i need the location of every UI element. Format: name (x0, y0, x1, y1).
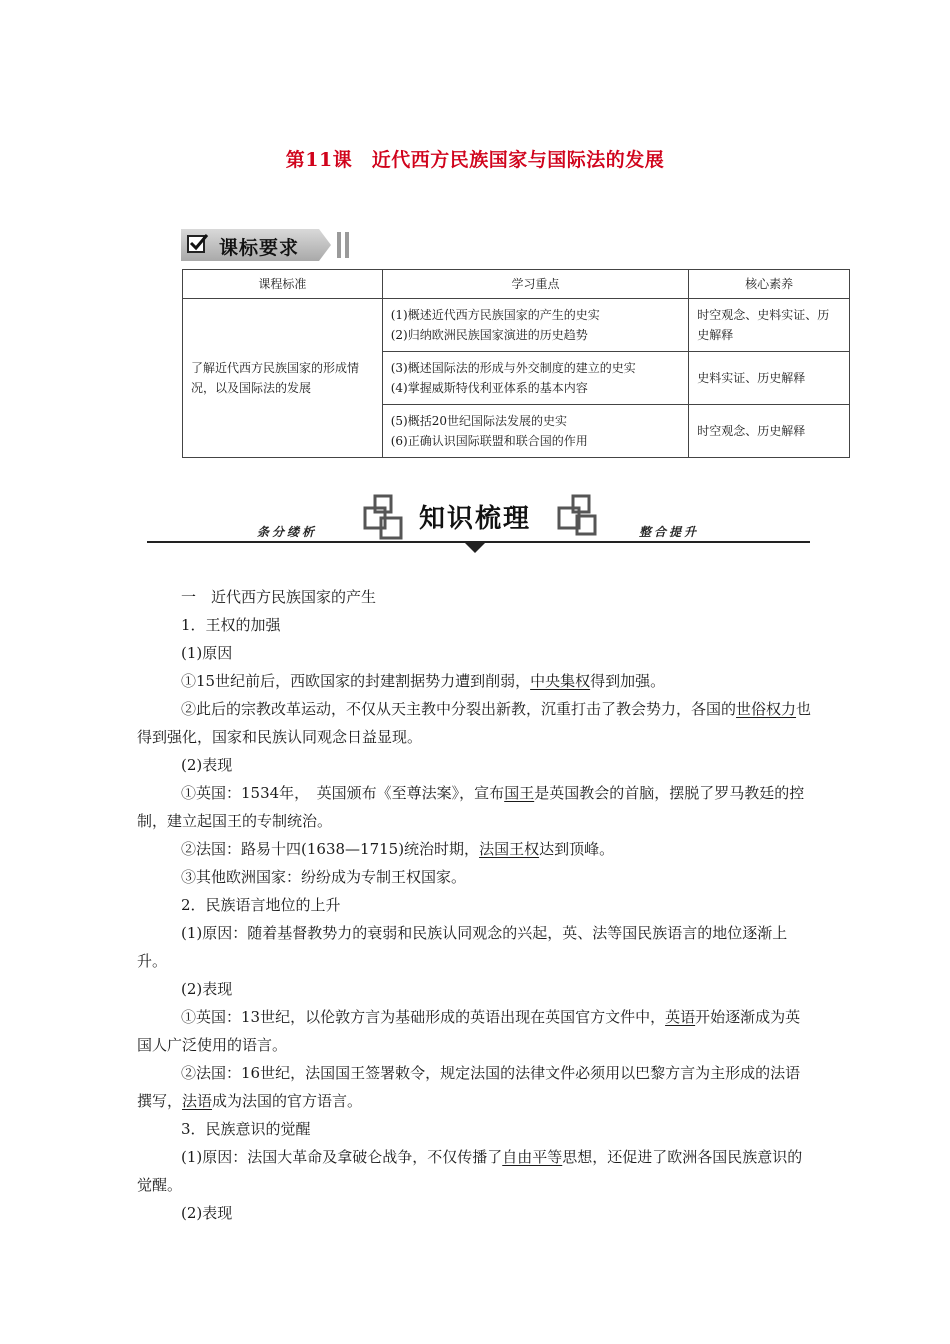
literacy-cell: 时空观念、历史解释 (689, 405, 850, 458)
section-heading: 一 近代西方民族国家的产生 (181, 588, 377, 606)
lesson-title: 第11课 近代西方民族国家与国际法的发展 (285, 149, 665, 171)
focus-item: (3)概述国际法的形成与外交制度的建立的史实 (390, 361, 636, 375)
subsection-heading: 3．民族意识的觉醒 (181, 1120, 311, 1138)
header-literacy: 核心素养 (689, 270, 850, 299)
focus-item: (4)掌握威斯特伐利亚体系的基本内容 (390, 381, 588, 395)
banner-right-text: 整合提升 (639, 525, 700, 539)
focus-cell (382, 299, 689, 352)
subsection-heading: 1．王权的加强 (181, 616, 281, 634)
focus-item: (6)正确认识国际联盟和联合国的作用 (390, 434, 588, 448)
key-term: 国王 (504, 784, 535, 802)
paragraph: ③其他欧洲国家：纷纷成为专制王权国家。 (181, 868, 467, 886)
curriculum-banner (181, 229, 356, 261)
paragraph: ②法国：路易十四(1638—1715)统治时期，法国王权达到顶峰。 (181, 840, 615, 858)
paragraph: ②此后的宗教改革运动，不仅从天主教中分裂出新教，沉重打击了教会势力，各国的世俗权力也得到强化，国家和民族认同观念日益显现。 (137, 700, 812, 746)
focus-item: (5)概括20世纪国际法发展的史实 (390, 414, 567, 428)
knowledge-banner (147, 490, 810, 552)
banner-label: 课标要求 (219, 237, 300, 259)
banner-stripe (345, 232, 349, 258)
triangle-down-icon (465, 543, 485, 553)
paragraph: ①15世纪前后，西欧国家的封建割据势力遭到削弱，中央集权得到加强。 (181, 672, 666, 690)
paragraph: ①英国：13世纪，以伦敦方言为基础形成的英语出现在英国官方文件中，英语开始逐渐成为英国人广泛使用的语言。 (137, 1008, 801, 1054)
banner-left-text: 条分缕析 (257, 525, 318, 539)
paragraph: (1)原因：法国大革命及拿破仑战争，不仅传播了自由平等思想，还促进了欧洲各国民族意识的觉醒。 (137, 1148, 803, 1194)
item-heading: (2)表现 (181, 756, 233, 774)
key-term: 自由平等 (502, 1148, 563, 1166)
banner-stripe (337, 232, 341, 258)
focus-item: (1)概述近代西方民族国家的产生的史实 (390, 308, 600, 322)
item-heading: (2)表现 (181, 980, 233, 998)
paragraph: ①英国：1534年， 英国颁布《至尊法案》，宣布国王是英国教会的首脑，摆脱了罗马教廷的控制，建立起国王的专制统治。 (137, 784, 805, 830)
banner-main-title: 知识梳理 (419, 504, 532, 534)
item-heading: (2)表现 (181, 1204, 233, 1222)
literacy-cell: 时空观念、史料实证、历史解释 (689, 299, 850, 352)
squares-icon (555, 494, 603, 540)
item-heading: (1)原因 (181, 644, 233, 662)
header-standard: 课程标准 (183, 270, 383, 299)
key-term: 法语 (182, 1092, 213, 1110)
key-term: 英语 (665, 1008, 696, 1026)
focus-cell (382, 405, 689, 458)
standard-cell: 了解近代西方民族国家的形成情况，以及国际法的发展 (183, 299, 383, 458)
key-term: 中央集权 (530, 672, 591, 690)
key-term: 世俗权力 (736, 700, 797, 718)
focus-cell (382, 352, 689, 405)
paragraph: (1)原因：随着基督教势力的衰弱和民族认同观念的兴起，英、法等国民族语言的地位逐渐上升。 (137, 924, 788, 970)
key-term: 法国王权 (479, 840, 540, 858)
curriculum-table (182, 269, 850, 458)
focus-item: (2)归纳欧洲民族国家演进的历史趋势 (390, 328, 588, 342)
literacy-cell: 史料实证、历史解释 (689, 352, 850, 405)
squares-icon (361, 494, 409, 540)
header-focus: 学习重点 (382, 270, 689, 299)
checkbox-icon (187, 235, 205, 253)
paragraph: ②法国：16世纪，法国国王签署敕令，规定法国的法律文件必须用以巴黎方言为主形成的法语撰写，法语成为法国的官方语言。 (137, 1064, 801, 1110)
subsection-heading: 2．民族语言地位的上升 (181, 896, 341, 914)
